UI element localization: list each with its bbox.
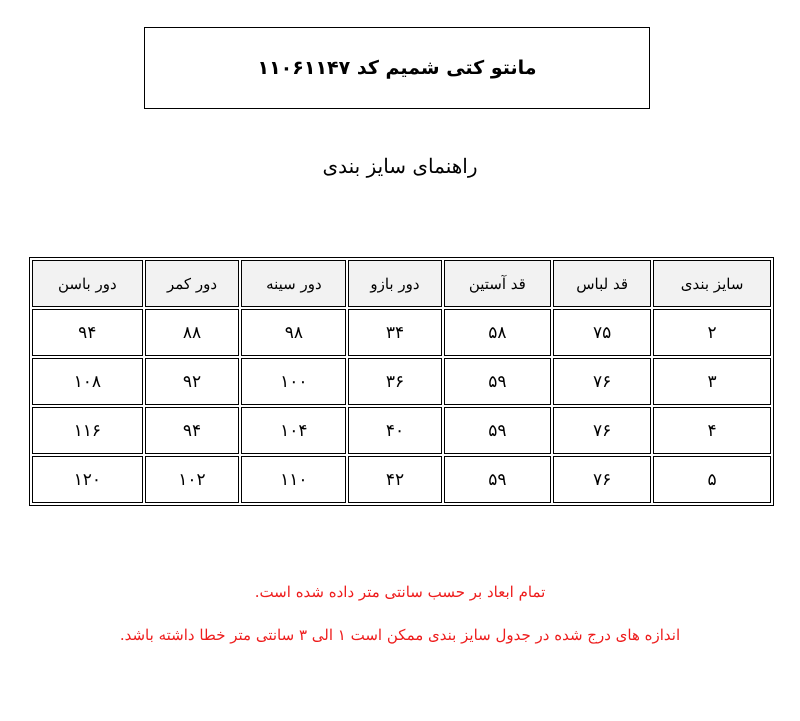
- size-table: [29, 257, 774, 506]
- table-row: [32, 456, 771, 503]
- table-cell: ۳: [653, 358, 771, 405]
- table-cell: ۱۰۴: [241, 407, 346, 454]
- table-cell: ۳۴: [348, 309, 441, 356]
- table-cell: ۷۶: [553, 407, 651, 454]
- header-arm-circumference: دور بازو: [348, 260, 441, 307]
- product-title-box: [144, 27, 650, 109]
- table-cell: ۷۶: [553, 358, 651, 405]
- table-header-row: [32, 260, 771, 307]
- table-cell: ۹۲: [145, 358, 240, 405]
- table-cell: ۹۴: [32, 309, 143, 356]
- header-size: سایز بندی: [653, 260, 771, 307]
- table-cell: ۳۶: [348, 358, 441, 405]
- tolerance-note: اندازه های درج شده در جدول سایز بندی ممکن است ۱ الی ۳ سانتی متر خطا داشته باشد.: [119, 626, 681, 644]
- table-cell: ۵۹: [444, 407, 552, 454]
- header-chest-circumference: دور سینه: [241, 260, 346, 307]
- table-cell: ۵۹: [444, 456, 552, 503]
- header-hip-circumference: دور باسن: [32, 260, 143, 307]
- table-cell: ۵۸: [444, 309, 552, 356]
- table-cell: ۹۴: [145, 407, 240, 454]
- table-row: [32, 309, 771, 356]
- table-cell: ۷۵: [553, 309, 651, 356]
- table-row: [32, 407, 771, 454]
- units-note: تمام ابعاد بر حسب سانتی متر داده شده است.: [254, 583, 546, 601]
- table-cell: ۷۶: [553, 456, 651, 503]
- header-waist-circumference: دور کمر: [145, 260, 240, 307]
- header-sleeve-length: قد آستین: [444, 260, 552, 307]
- table-cell: ۱۲۰: [32, 456, 143, 503]
- table-cell: ۹۸: [241, 309, 346, 356]
- product-title: مانتو کتی شمیم کد ۱۱۰۶۱۱۴۷: [257, 57, 537, 79]
- table-cell: ۴: [653, 407, 771, 454]
- table-cell: ۲: [653, 309, 771, 356]
- table-cell: ۱۰۲: [145, 456, 240, 503]
- table-cell: ۵۹: [444, 358, 552, 405]
- table-cell: ۱۰۸: [32, 358, 143, 405]
- table-cell: ۴۲: [348, 456, 441, 503]
- header-dress-length: قد لباس: [553, 260, 651, 307]
- table-cell: ۸۸: [145, 309, 240, 356]
- table-cell: ۱۰۰: [241, 358, 346, 405]
- table-cell: ۵: [653, 456, 771, 503]
- table-cell: ۱۱۰: [241, 456, 346, 503]
- table-cell: ۴۰: [348, 407, 441, 454]
- table-cell: ۱۱۶: [32, 407, 143, 454]
- size-guide-heading: راهنمای سایز بندی: [322, 154, 478, 178]
- table-row: [32, 358, 771, 405]
